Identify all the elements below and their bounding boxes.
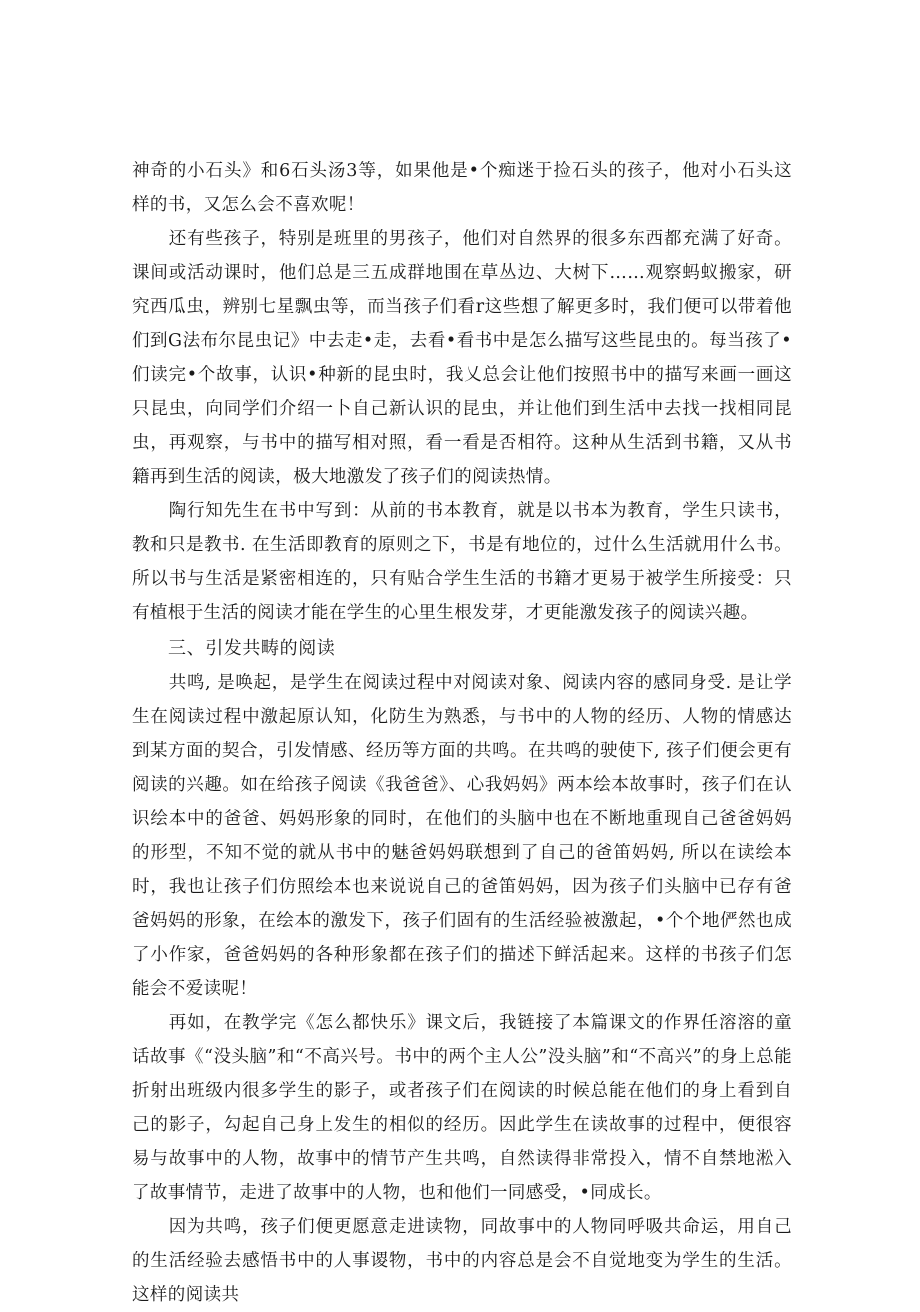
paragraph-resonance-definition: 共鸣, 是唤起，是学生在阅读过程中对阅读对象、阅读内容的感同身受. 是让学生在阅读过程中激起原认知，化防生为熟悉，与书中的人物的经历、人物的情感达到某方面的契合，引发情感、经历等方面的共鸣。在共鸣的驶使下, 孩子们便会更有阅读的兴趣。如在给孩子阅读《我爸爸》、心我妈妈》两本绘本故事时，孩子们在认识绘本中的爸爸、妈妈形象的同时，在他们的头脑中也在不断地重现自己爸爸妈妈的形型，不知不觉的就从书中的魅爸妈妈联想到了自己的爸笛妈妈, 所以在读绘本时，我也让孩子们仿照绘本也来说说自己的爸笛妈妈，因为孩子们头脑中已存有爸爸妈妈的形象，在绘本的激发下，孩子们固有的生活经验被激起，•个个地俨然也成了小作家，爸爸妈妈的各种形象都在孩子们的描述下鲜活起来。这样的书孩子们怎能会不爱读呢！ xyxy=(132,673,792,999)
paragraph-tao-xingzhi: 陶行知先生在书中写到：从前的书本教育，就是以书本为教育，学生只读书，教和只是教书. 在生活即教育的原则之下，书是有地位的，过什么生活就用什么书。所以书与生活是紧密相连的，只有贴合学生生活的书籍才更易于被学生所接受：只有植根于生活的阅读才能在学生的心里生根发芽，才更能激发孩子的阅读兴趣。 xyxy=(132,501,792,623)
paragraph-insect-reading: 还有些孩子，特别是班里的男孩子，他们对自然界的很多东西都充满了好奇。课间或活动课时，他们总是三五成群地围在草丛边、大树下……观察蚂蚁搬家，研究西瓜虫，辨别七星飘虫等，而当孩子们看r这些想了解更多时，我们便可以带着他们到G法布尔昆虫记》中去走•走，去看•看书中是怎么描写这些昆虫的。每当孩了•们读完•个故事，认识•种新的昆虫时，我乂总会让他们按照书中的描写来画一画这只昆虫，向同学们介绍一卜自己新认识的昆虫，并让他们到生活中去找一找相同昆虫，再观察，与书中的描写相对照，看一看是否相符。这种从生活到书籍，又从书籍再到生活的阅读，极大地激发了孩子们的阅读热情。 xyxy=(132,229,792,487)
section-heading: 三、引发共畴的阅读 xyxy=(168,638,336,659)
paragraph-story-example: 再如，在教学完《怎么都快乐》课文后，我链接了本篇课文的作界任溶溶的童话故事《“没头脑”和“不高兴号。书中的两个主人公”没头脑”和“不高兴”的身上总能折射出班级内很多学生的影子，或者孩子们在阅读的时候总能在他们的身上看到自己的影子，勾起自己身上发生的相似的经历。因此学生在读故事的过程中，便很容易与故事中的人物，故事中的情节产生共鸣，自然读得非常投入，情不自禁地淞入了故事情节，走进了故事中的人物，也和他们一同感受，•同成长。 xyxy=(132,1013,792,1203)
paragraph-resonance-conclusion: 因为共鸣，孩子们便更愿意走进读物，同故事中的人物同呼吸共命运，用自己的生活经验去感悟书中的人事谡物，书中的内容总是会不自觉地变为学生的生活。这样的阅读共 xyxy=(132,1217,792,1305)
paragraph-stone-books: 神奇的小石头》和6石头汤3等，如果他是•个痴迷于捡石头的孩子，他对小石头这样的书，又怎么会不喜欢呢！ xyxy=(132,161,792,215)
document-page xyxy=(132,154,792,1312)
